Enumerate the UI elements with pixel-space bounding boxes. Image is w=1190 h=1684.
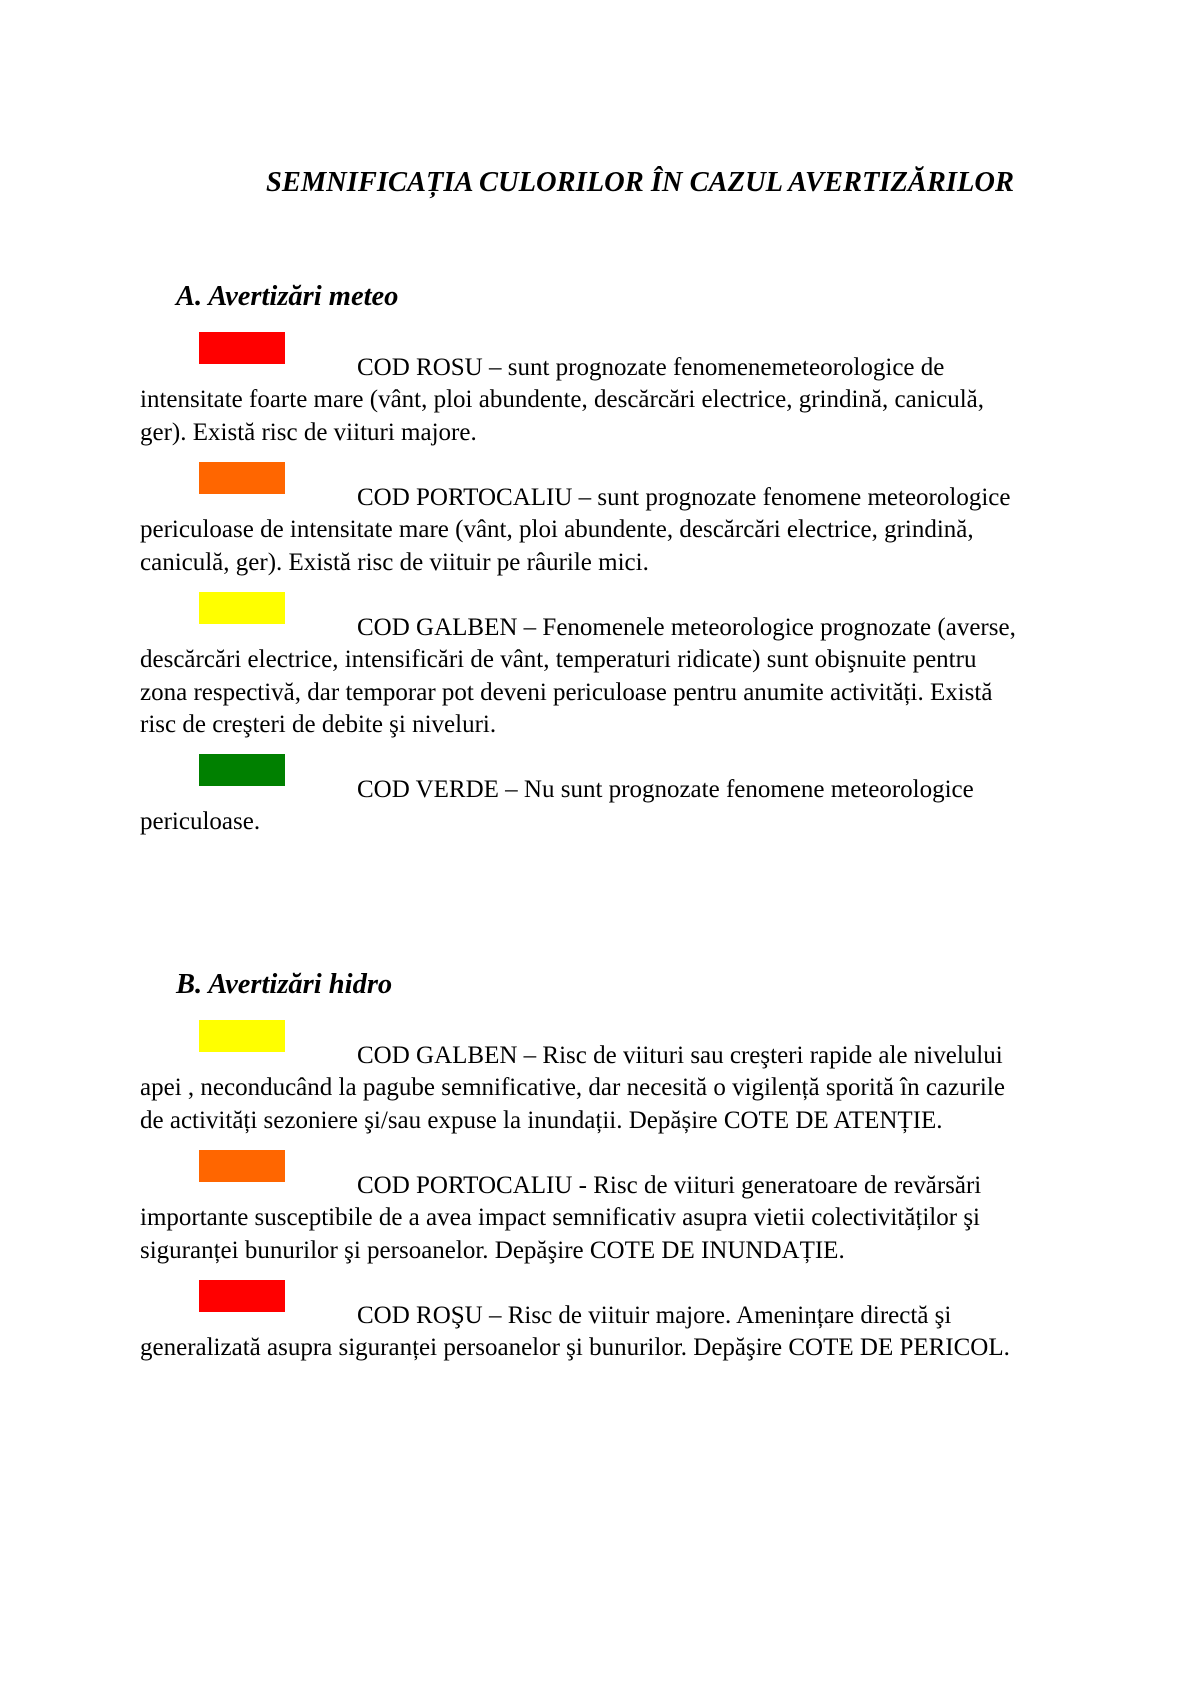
entry-text	[140, 482, 1150, 579]
meteo-entry-green	[140, 774, 1150, 839]
entry-line: periculoase de intensitate mare (vânt, ploi abundente, descărcări electrice, grindină,	[140, 516, 974, 544]
section-heading-meteo: A. Avertizări meteo	[176, 281, 399, 312]
meteo-entry-yellow	[140, 612, 1150, 741]
hidro-entry-orange	[140, 1170, 1150, 1267]
color-swatch-orange	[199, 1150, 285, 1182]
color-swatch-green	[199, 754, 285, 786]
entry-line: COD ROSU – sunt prognozate fenomenemeteorologice de	[357, 354, 945, 381]
entry-text	[140, 774, 1150, 839]
entry-line: importante susceptibile de a avea impact semnificativ asupra vietii colectivităților şi	[140, 1204, 980, 1232]
entry-line: COD GALBEN – Risc de viituri sau creşteri rapide ale nivelului	[357, 1042, 1003, 1069]
entry-line: de activități sezoniere şi/sau expuse la inundații. Depășire COTE DE ATENȚIE.	[140, 1106, 943, 1134]
entry-line: COD GALBEN – Fenomenele meteorologice prognozate (averse,	[357, 614, 1016, 641]
color-swatch-yellow	[199, 1020, 285, 1052]
entry-line: apei , neconducând la pagube semnificative, dar necesită o vigilență sporită în cazurile	[140, 1074, 1005, 1102]
color-swatch-orange	[199, 462, 285, 494]
entry-line: periculoase.	[140, 808, 261, 836]
entry-line: COD ROŞU – Risc de viituir majore. Amenințare directă şi	[357, 1302, 952, 1329]
entry-line: ger). Există risc de viituri majore.	[140, 418, 477, 446]
entry-line: COD VERDE – Nu sunt prognozate fenomene meteorologice	[357, 776, 974, 803]
color-swatch-yellow	[199, 592, 285, 624]
meteo-entry-orange	[140, 482, 1150, 579]
entry-text	[140, 612, 1150, 741]
meteo-entry-red	[140, 352, 1150, 449]
entry-line: intensitate foarte mare (vânt, ploi abundente, descărcări electrice, grindină, caniculă,	[140, 386, 985, 414]
entry-line: generalizată asupra siguranței persoanelor şi bunurilor. Depăşire COTE DE PERICOL.	[140, 1334, 1010, 1362]
entry-line: COD PORTOCALIU - Risc de viituri generatoare de revărsări	[357, 1172, 982, 1199]
color-swatch-red	[199, 332, 285, 364]
entry-line: COD PORTOCALIU – sunt prognozate fenomene meteorologice	[357, 484, 1011, 511]
entry-line: descărcări electrice, intensificări de vânt, temperaturi ridicate) sunt obişnuite pentru	[140, 646, 977, 674]
section-heading-hidro: B. Avertizări hidro	[176, 969, 393, 1000]
color-swatch-red	[199, 1280, 285, 1312]
hidro-entry-yellow	[140, 1040, 1150, 1137]
document-title: SEMNIFICAȚIA CULORILOR ÎN CAZUL AVERTIZĂRILOR	[265, 167, 1015, 198]
entry-text	[140, 352, 1150, 449]
entry-line: risc de creşteri de debite şi niveluri.	[140, 710, 497, 738]
entry-line: caniculă, ger). Există risc de viituir pe râurile mici.	[140, 548, 649, 576]
entry-text	[140, 1040, 1150, 1137]
entry-text	[140, 1300, 1150, 1365]
entry-line: zona respectivă, dar temporar pot deveni periculoase pentru anumite activități. Există	[140, 678, 993, 706]
entry-line: siguranței bunurilor şi persoanelor. Depăşire COTE DE INUNDAȚIE.	[140, 1236, 845, 1264]
hidro-entry-red	[140, 1300, 1150, 1365]
entry-text	[140, 1170, 1150, 1267]
